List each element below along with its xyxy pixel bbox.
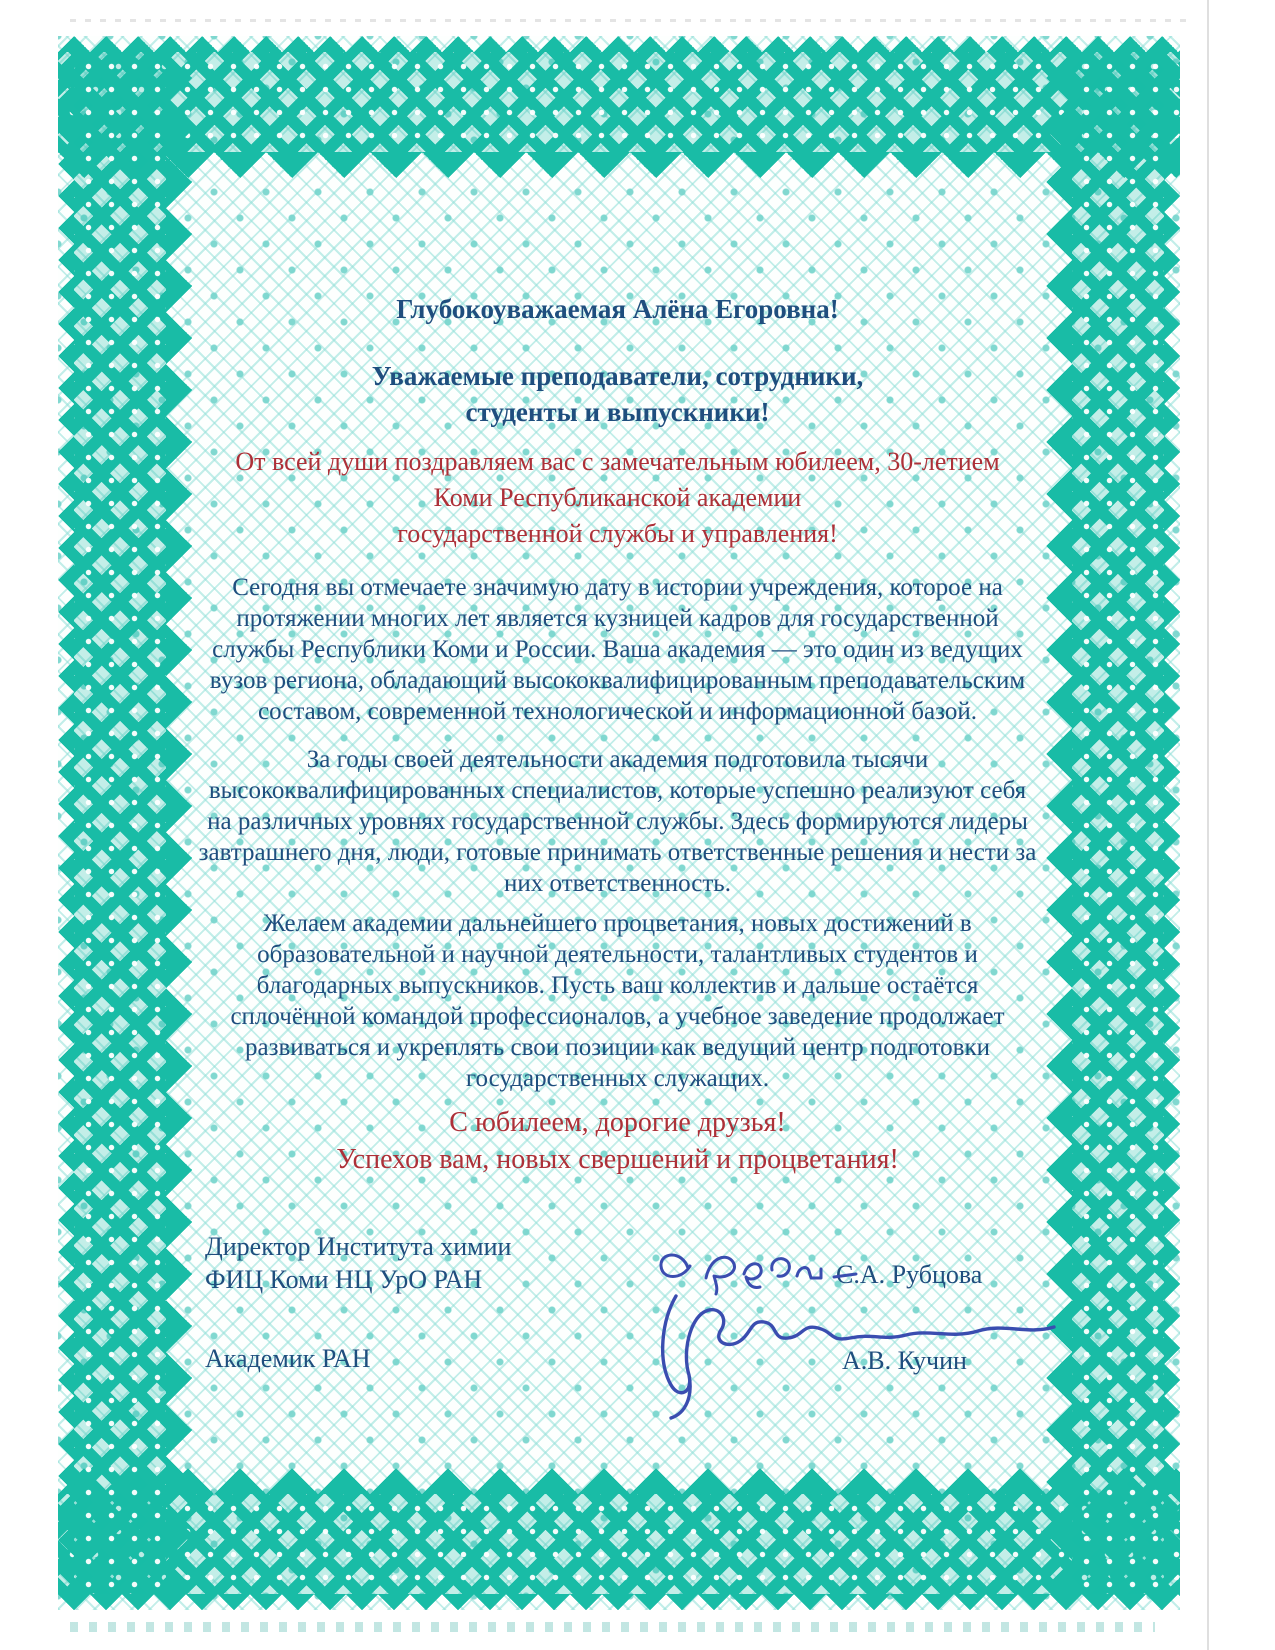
closing-wishes (160, 1104, 1075, 1178)
address-line-2: студенты и выпускники! (465, 397, 770, 427)
handwritten-signatures (600, 1170, 1100, 1430)
congratulation-line-3: государственной службы и управления! (397, 519, 838, 548)
address-line-1: Уважаемые преподаватели, сотрудники, (371, 361, 864, 391)
closing-line-1: С юбилеем, дорогие друзья! (449, 1107, 786, 1138)
congratulation-line-1: От всей души поздравляем вас с замечательным юбилеем, 30-летием (235, 447, 1000, 476)
signer1-position-line2: ФИЦ Коми НЦ УрО РАН (205, 1265, 483, 1294)
congratulation-heading (160, 444, 1075, 552)
paragraph-3: Желаем академии дальнейшего процветания, новых достижений в образовательной и научной деятельности, талантливых студентов и благодарных выпускников. Пусть ваш коллектив и дальше остаётся сплочённой командой профессионалов, а учебное заведение продолжает развиваться и укреплять свои позиции как ведущий центр подготовки государственных служащих. (230, 910, 1005, 1092)
signer1-name: С.А. Рубцова (836, 1260, 983, 1289)
salutation: Глубокоуважаемая Алёна Егоровна! (396, 294, 839, 324)
kuchin-signature (663, 1296, 1054, 1418)
border-band-left-fill (74, 52, 166, 1594)
rubtsova-signature (661, 1255, 856, 1294)
border-band-left (74, 52, 166, 1594)
border-teeth-right-outer (1164, 52, 1180, 1594)
address-heading (160, 358, 1075, 430)
signer1-position-line1: Директор Института химии (205, 1232, 512, 1261)
signer2-name: А.В. Кучин (842, 1346, 967, 1375)
paragraph-2: За годы своей деятельности академия подготовила тысячи высококвалифицированных специалистов, которые успешно реализуют себя на различных уровнях государственной службы. Здесь формируются лидеры завтрашнего дня, люди, готовые принимать ответственные решения и нести за них ответственность. (198, 746, 1037, 897)
scan-artifact-right-edge (1207, 0, 1209, 1650)
congratulation-line-2: Коми Республиканской академии (433, 483, 802, 512)
signer2-position: Академик РАН (205, 1344, 371, 1373)
border-teeth-left-outer (58, 52, 74, 1594)
paragraph-1: Сегодня вы отмечаете значимую дату в истории учреждения, которое на протяжении многих лет является кузницей кадров для государственной службы Республики Коми и России. Ваша академия — это один из ведущих вузов региона, обладающий высококвалифицированным преподавательским составом, современной технологической и информационной базой. (209, 574, 1026, 725)
closing-line-2: Успехов вам, новых свершений и процветания! (336, 1144, 899, 1175)
